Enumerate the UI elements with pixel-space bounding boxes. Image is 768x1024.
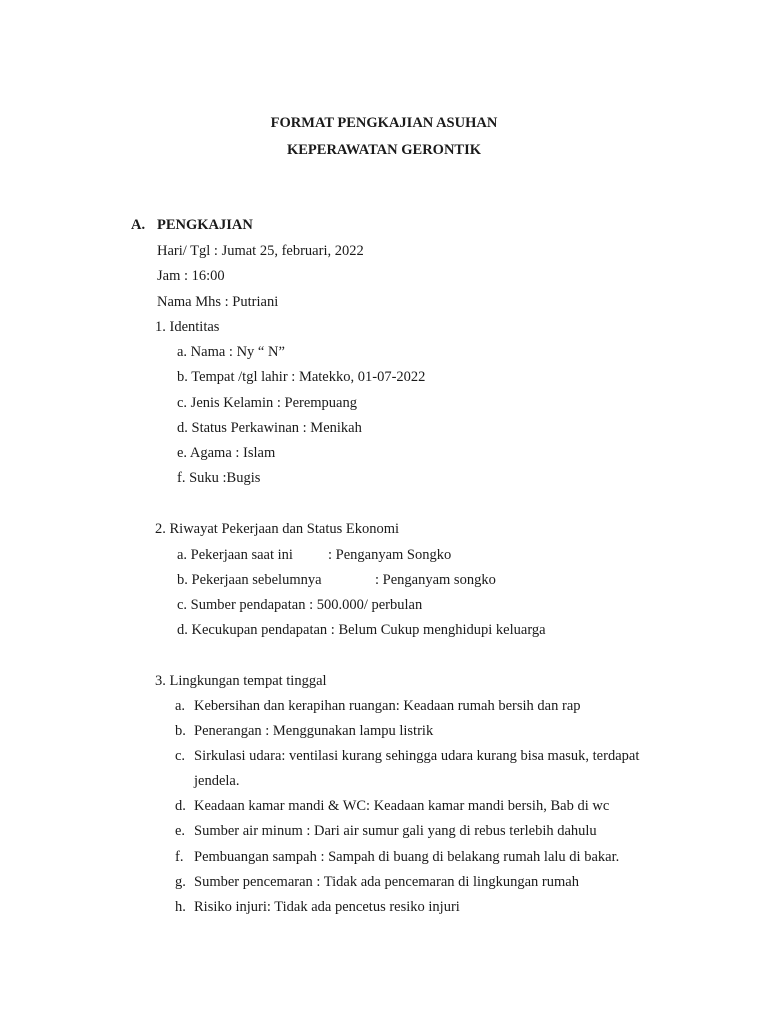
jam-text: Jam : 16:00: [157, 268, 225, 284]
riwayat-item-pekerjaan-sebelumnya-label: b. Pekerjaan sebelumnya: [177, 572, 322, 588]
riwayat-item-pekerjaan-sebelumnya-value: : Penganyam songko: [375, 572, 496, 588]
document-title-line-2: KEPERAWATAN GERONTIK: [286, 142, 482, 158]
lingkungan-item-penerangan: Penerangan : Menggunakan lampu listrik: [194, 723, 434, 739]
section-a-marker: A.: [131, 217, 146, 233]
lingkungan-heading: 3. Lingkungan tempat tinggal: [155, 673, 327, 689]
riwayat-heading: 2. Riwayat Pekerjaan dan Status Ekonomi: [155, 521, 400, 537]
lingkungan-item-f-marker: f.: [175, 849, 184, 865]
lingkungan-item-pembuangan-sampah: Pembuangan sampah : Sampah di buang di belakang rumah lalu di bakar.: [194, 849, 620, 865]
lingkungan-item-kebersihan: Kebersihan dan kerapihan ruangan: Keadaan rumah bersih dan rap: [194, 698, 581, 714]
riwayat-item-pekerjaan-saat-ini-label: a. Pekerjaan saat ini: [177, 547, 293, 563]
riwayat-item-pekerjaan-saat-ini-value: : Penganyam Songko: [328, 547, 452, 563]
document-title-line-1: FORMAT PENGKAJIAN ASUHAN: [270, 115, 498, 131]
lingkungan-item-d-marker: d.: [175, 798, 186, 814]
identitas-item-status-perkawinan: d. Status Perkawinan : Menikah: [177, 420, 362, 436]
identitas-heading: 1. Identitas: [155, 319, 220, 335]
lingkungan-item-sirkulasi-udara: Sirkulasi udara: ventilasi kurang sehingga udara kurang bisa masuk, terdapat: [194, 748, 640, 764]
lingkungan-item-g-marker: g.: [175, 874, 186, 890]
identitas-item-nama: a. Nama : Ny “ N”: [177, 344, 285, 360]
section-a-heading: PENGKAJIAN: [157, 217, 253, 233]
lingkungan-item-a-marker: a.: [175, 698, 186, 714]
riwayat-item-kecukupan-pendapatan: d. Kecukupan pendapatan : Belum Cukup menghidupi keluarga: [177, 622, 546, 638]
identitas-item-jenis-kelamin: c. Jenis Kelamin : Perempuang: [177, 395, 357, 411]
lingkungan-item-risiko-injuri: Risiko injuri: Tidak ada pencetus resiko injuri: [194, 899, 460, 915]
lingkungan-item-b-marker: b.: [175, 723, 186, 739]
hari-tgl-text: Hari/ Tgl : Jumat 25, februari, 2022: [157, 243, 364, 259]
lingkungan-item-sirkulasi-udara-continuation: jendela.: [194, 773, 240, 789]
lingkungan-item-h-marker: h.: [175, 899, 186, 915]
lingkungan-item-sumber-pencemaran: Sumber pencemaran : Tidak ada pencemaran di lingkungan rumah: [194, 874, 579, 890]
identitas-item-tempat-lahir: b. Tempat /tgl lahir : Matekko, 01-07-2022: [177, 369, 426, 385]
lingkungan-item-kamar-mandi: Keadaan kamar mandi & WC: Keadaan kamar mandi bersih, Bab di wc: [194, 798, 610, 814]
identitas-item-suku: f. Suku :Bugis: [177, 470, 261, 486]
lingkungan-item-e-marker: e.: [175, 823, 186, 839]
lingkungan-item-c-marker: c.: [175, 748, 186, 764]
identitas-item-agama: e. Agama : Islam: [177, 445, 276, 461]
lingkungan-item-sumber-air: Sumber air minum : Dari air sumur gali yang di rebus terlebih dahulu: [194, 823, 597, 839]
nama-mhs-text: Nama Mhs : Putriani: [157, 294, 279, 310]
riwayat-item-sumber-pendapatan: c. Sumber pendapatan : 500.000/ perbulan: [177, 597, 423, 613]
